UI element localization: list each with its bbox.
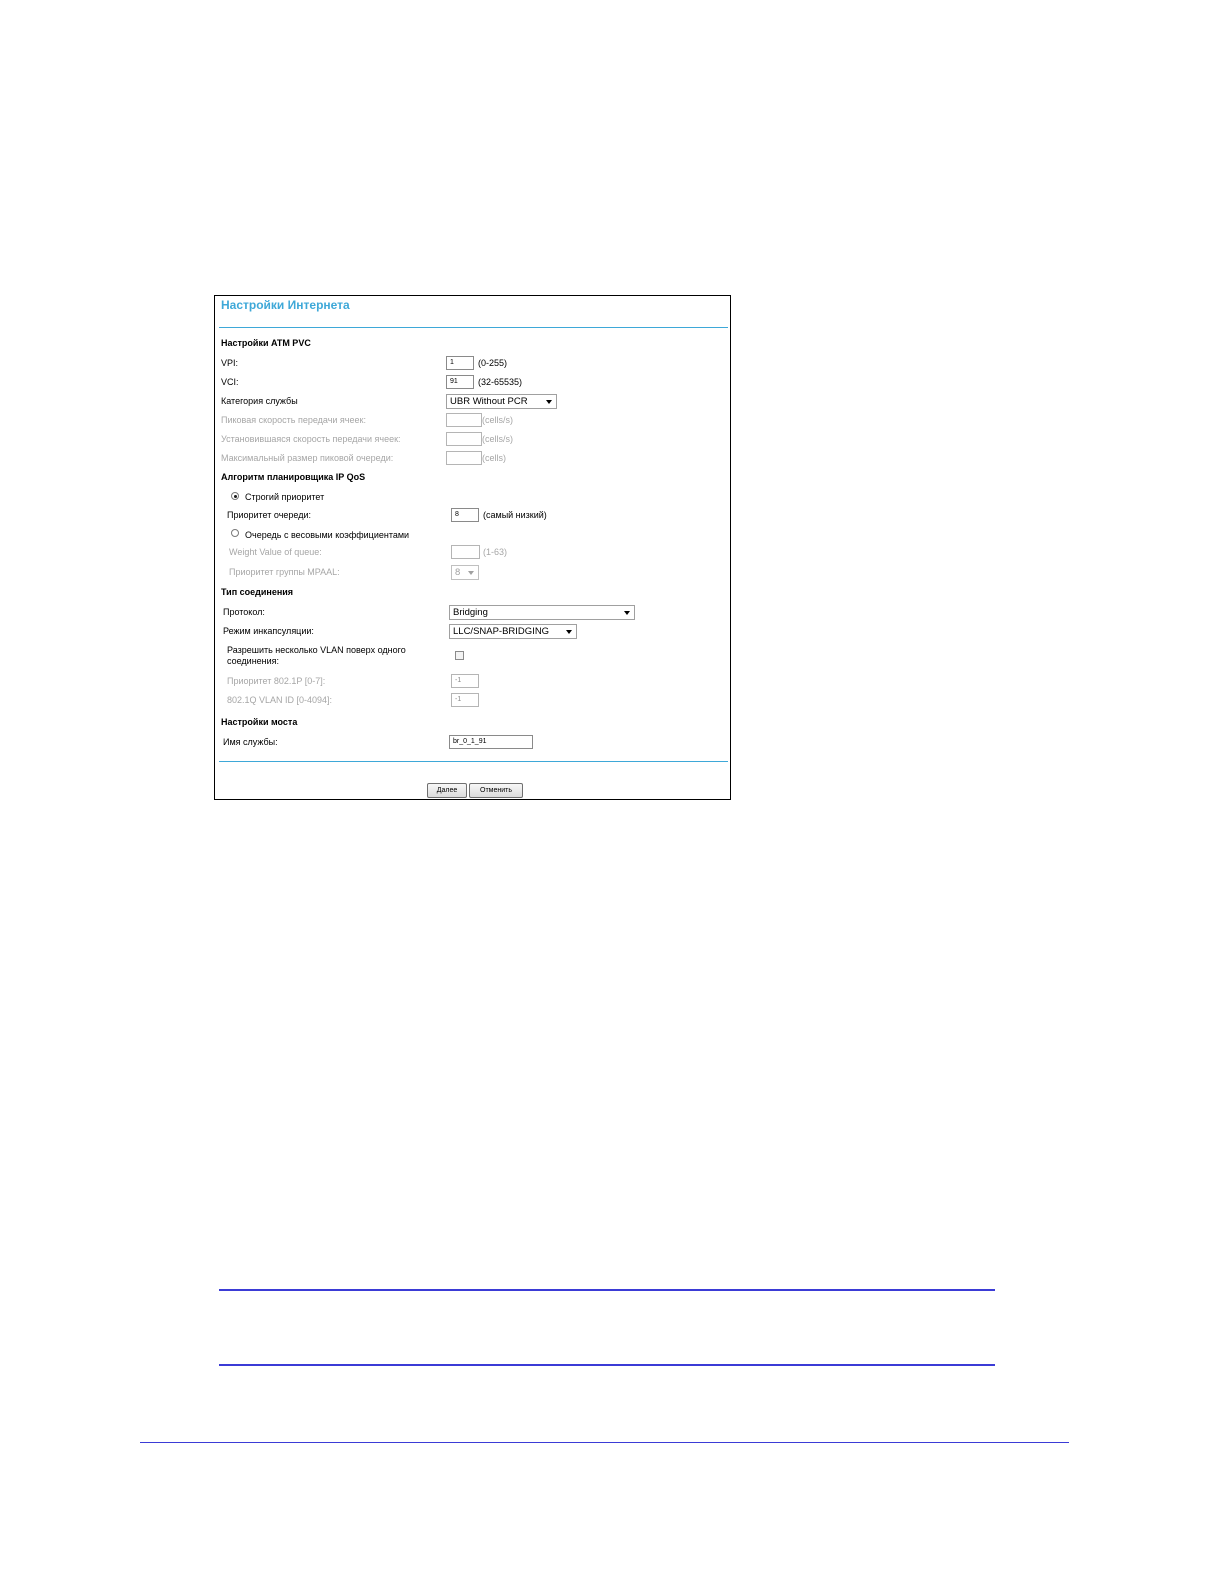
multi-vlan-label-line1: Разрешить несколько VLAN поверх одного <box>227 645 406 655</box>
service-category-label: Категория службы <box>221 396 298 406</box>
chevron-down-icon <box>624 611 630 615</box>
queue-priority-label: Приоритет очереди: <box>227 510 311 520</box>
vci-input[interactable]: 91 <box>446 375 474 389</box>
service-name-label: Имя службы: <box>223 737 278 747</box>
priority-8021p-label: Приоритет 802.1P [0-7]: <box>227 676 326 686</box>
multi-vlan-label-line2: соединения: <box>227 656 280 666</box>
page-rule-top <box>219 1289 995 1291</box>
encapsulation-label: Режим инкапсуляции: <box>223 626 314 636</box>
weighted-queue-radio[interactable] <box>231 529 239 537</box>
sustained-cell-rate-label: Установившаяся скорость передачи ячеек: <box>221 434 401 444</box>
title-divider <box>219 327 728 328</box>
vci-label: VCI: <box>221 377 239 387</box>
service-name-input[interactable]: br_0_1_91 <box>449 735 533 749</box>
bridge-section-heading: Настройки моста <box>221 717 298 727</box>
sustained-cell-rate-input[interactable] <box>446 432 482 446</box>
vpi-input[interactable]: 1 <box>446 356 474 370</box>
multi-vlan-checkbox[interactable] <box>455 651 464 660</box>
chevron-down-icon <box>546 400 552 404</box>
page-rule-bottom <box>219 1364 995 1366</box>
peak-cell-rate-unit: (cells/s) <box>482 415 513 425</box>
sustained-cell-rate-unit: (cells/s) <box>482 434 513 444</box>
vpi-label: VPI: <box>221 358 239 368</box>
priority-8021p-input[interactable]: -1 <box>451 674 479 688</box>
encapsulation-select[interactable] <box>449 624 577 639</box>
encapsulation-value: LLC/SNAP-BRIDGING <box>453 626 550 637</box>
vpi-range: (0-255) <box>478 358 508 368</box>
bottom-divider <box>219 761 728 762</box>
weight-value-range: (1-63) <box>483 547 508 557</box>
protocol-label: Протокол: <box>223 607 265 617</box>
atm-section-heading: Настройки ATM PVC <box>221 338 311 348</box>
strict-priority-label: Строгий приоритет <box>245 492 325 502</box>
service-category-value: UBR Without PCR <box>450 396 528 407</box>
protocol-select[interactable] <box>449 605 635 620</box>
mpaal-group-select[interactable] <box>451 565 479 580</box>
weighted-queue-label: Очередь с весовыми коэффициентами <box>245 530 410 540</box>
qos-section-heading: Алгоритм планировщика IP QoS <box>221 472 366 482</box>
protocol-value: Bridging <box>453 607 488 618</box>
panel-title: Настройки Интернета <box>221 298 350 312</box>
footer-rule <box>140 1442 1069 1443</box>
queue-priority-note: (самый низкий) <box>483 510 547 520</box>
internet-settings-panel <box>214 295 731 800</box>
peak-cell-rate-input[interactable] <box>446 413 482 427</box>
weight-value-input[interactable] <box>451 545 480 559</box>
mpaal-group-label: Приоритет группы MPAAL: <box>229 567 340 577</box>
peak-cell-rate-label: Пиковая скорость передачи ячеек: <box>221 415 366 425</box>
max-burst-unit: (cells) <box>482 453 506 463</box>
radio-selected-dot <box>234 495 237 498</box>
queue-priority-input[interactable]: 8 <box>451 508 479 522</box>
vlan-id-label: 802.1Q VLAN ID [0-4094]: <box>227 695 333 705</box>
mpaal-group-value: 8 <box>455 567 461 578</box>
weight-value-label: Weight Value of queue: <box>229 547 322 557</box>
vlan-id-input[interactable]: -1 <box>451 693 479 707</box>
chevron-down-icon <box>566 630 572 634</box>
connection-section-heading: Тип соединения <box>221 587 294 597</box>
next-button[interactable]: Далее <box>427 783 467 798</box>
vci-range: (32-65535) <box>478 377 523 387</box>
service-category-select[interactable] <box>446 394 557 409</box>
strict-priority-radio[interactable] <box>231 492 239 500</box>
chevron-down-icon <box>468 571 474 575</box>
max-burst-label: Максимальный размер пиковой очереди: <box>221 453 394 463</box>
cancel-button[interactable]: Отменить <box>469 783 523 798</box>
max-burst-input[interactable] <box>446 451 482 465</box>
